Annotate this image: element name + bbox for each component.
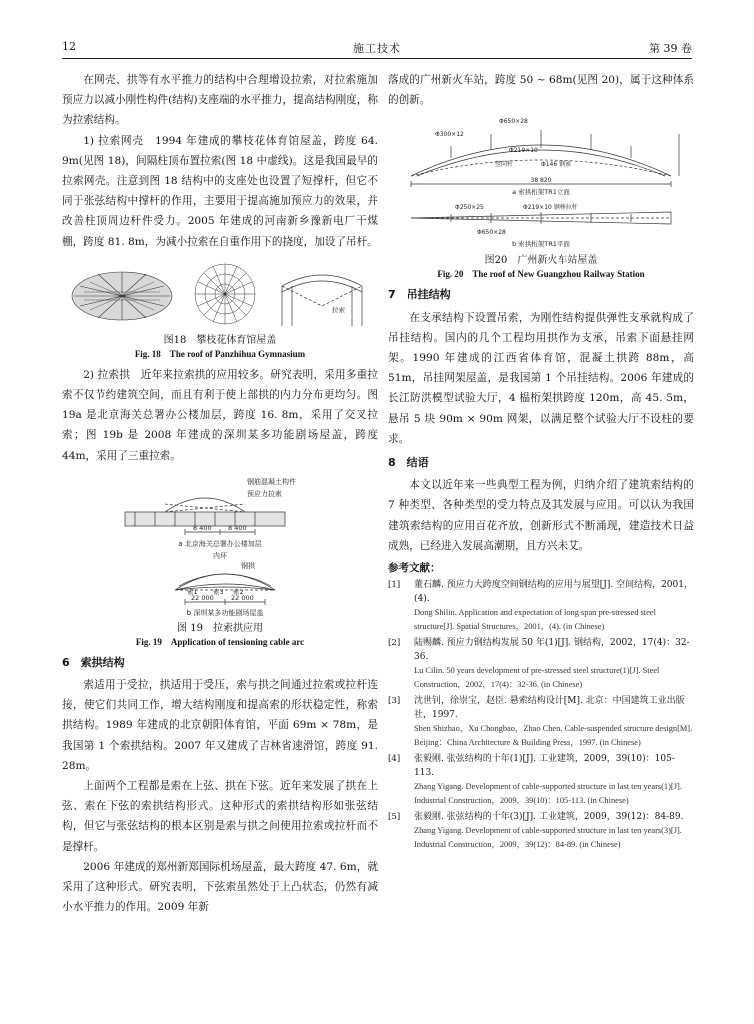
reference-number: [1]	[388, 580, 401, 591]
fig20b-caption: b 索拱桁架TR1平面	[512, 240, 570, 249]
fig20a-caption: a 索拱桁架TR1立面	[512, 188, 570, 197]
reference-item	[388, 810, 694, 852]
fig19b-caption: b 深圳某多功能剧场屋盖	[186, 608, 264, 617]
reference-number: [4]	[388, 754, 401, 765]
fig19b-label: 索1	[187, 587, 198, 596]
reference-item	[388, 636, 694, 692]
figure-caption-en: Fig. 18 The roof of Panzhihua Gymnasium	[134, 348, 306, 359]
fig20-label: Φ219×10 钢棒拉杆	[523, 204, 578, 212]
fig20-label: 竖向杆	[495, 161, 514, 169]
reference-en: Zhang Yigang. Development of cable-supported structure in last ten years(1)[J]. Industrial Construction，2009，39(10)：105-113. (in Chinese)	[414, 782, 682, 806]
header-rule	[62, 58, 692, 59]
fig20-dimension: 38 820	[530, 177, 552, 185]
paragraph: 落成的广州新火车站，跨度 50 ~ 68m(见图 20)，属于这种体系的创新。	[388, 74, 694, 107]
fig19a-dimension: 8 400	[228, 523, 247, 532]
fig20-label: Φ219×10	[509, 147, 538, 155]
reference-cn: 张毅刚. 张弦结构的十年(3)[J]. 工业建筑，2009，39(12)：84-89.	[414, 812, 684, 823]
fig20-label: Φ250×25	[455, 204, 484, 212]
fig19b-label: 内环	[213, 551, 227, 560]
fig20-label: Φ650×28	[477, 229, 506, 237]
section-heading: 6 索拱结构	[62, 655, 125, 669]
references-title: 参考文献：	[388, 562, 441, 575]
paragraph: 本文以近年来一些典型工程为例，归纳介绍了建筑索结构的 7 种类型、各种类型的受力特点及其发展与应用。可以认为我国建筑索结构的应用百花齐放，创新形式不断涌现，建造技术日益成熟，已经进入发展高潮期，且方兴未艾。	[388, 479, 694, 552]
reference-number: [3]	[388, 696, 401, 707]
paragraph: 在网壳、拱等有水平推力的结构中合理增设拉索，对拉索施加预应力以减小刚性构件(结构)支座端的水平推力，提高结构刚度，称为拉索结构。	[62, 74, 378, 127]
fig19a-dimension: 8 400	[193, 523, 212, 532]
paragraph: 2) 拉索拱 近年来拉索拱的应用较多。研究表明，采用多重拉索不仅节约建筑空间，而且有利于使上部拱的内力分布更均匀。图 19a 是北京海关总署办公楼加层，跨度 16. 8m，采用了交叉拉索；图 19b 是 2008 年建成的深圳某多功能剧场屋盖，跨度 44m，采用了三重拉索。	[62, 368, 378, 462]
figure-caption: 图20 广州新火车站屋盖	[484, 255, 598, 267]
reference-en: Lu Cilin. 50 years development of pre-stressed steel structure(1)[J]. Steel Construction，2002，17(4)：32-36. (in Chinese)	[414, 666, 660, 690]
dome-section	[282, 275, 362, 326]
fig19b-label: 钢拱	[241, 561, 255, 570]
fig20-label: Φ146 钢索	[541, 161, 572, 169]
reference-number: [5]	[388, 812, 401, 823]
figure-19	[62, 470, 378, 649]
figure-20	[388, 114, 694, 281]
figure-18	[62, 256, 378, 361]
cable-label: 拉索	[332, 305, 345, 314]
fig19b-dimension: 22 000	[231, 593, 254, 602]
reference-en: Zhang Yigang. Development of cable-supported structure in last ten years(3)[J]. Industrial Construction，2009，39(12)：84-89. (in Chinese)	[414, 826, 682, 850]
reference-en: Shen Shizhao，Xu Chongbao，Zhao Chen. Cable-suspended structure design[M]. Beijing：China Architecture & Building Press，1997. (in Chinese)	[414, 724, 693, 748]
figure-19-drawing	[95, 470, 345, 618]
fig19a-caption: a 北京海关总署办公楼加层	[178, 539, 262, 548]
fig19a-label: 预应力拉索	[247, 489, 282, 498]
fig19b-label: 索2	[233, 587, 244, 596]
paragraph: 在支承结构下设置吊索，为刚性结构提供弹性支承就构成了吊挂结构。国内的几个工程均用拱作为支承，吊索下面悬挂网架。1990 年建成的江西省体育馆，混凝土拱跨 88m，高 51m，吊挂网架屋盖，是我国第 1 个吊挂结构。2006 年建成的长江防洪模型试验大厅，4 榀桁架拱跨度 120m，高 45. 5m，悬吊 5 块 90m × 90m 网架，以满足整个试验大厅不设柱的要求。	[388, 311, 694, 445]
figure-caption-en: Fig. 19 Application of tensioning cable arc	[135, 636, 305, 647]
running-header	[62, 40, 692, 56]
right-column	[388, 70, 694, 854]
dome-perspective	[72, 272, 172, 320]
paragraph: 索适用于受拉，拱适用于受压，索与拱之间通过拉索或拉杆连接，使它们共同工作，增大结构刚度和提高索的形状稳定性，称索拱结构。1989 年建成的北京朝阳体育馆，平面 69m × 78m，是我国第 1 个索拱结构。2007 年又建成了吉林省速滑馆，跨度 91. 28m。	[62, 679, 378, 772]
journal-title: 施工技术	[353, 42, 401, 55]
page-number: 12	[62, 40, 76, 53]
reference-en: Dong Shilin. Application and expectation of long span pre-stressed steel structure[J]. Spatial Structures，2001，(4). (in Chinese)	[414, 608, 656, 632]
section-heading: 8 结语	[388, 456, 429, 470]
figure-20b	[411, 212, 671, 224]
paragraph: 1) 拉索网壳 1994 年建成的攀枝花体育馆屋盖，跨度 64. 9m(见图 18)，间隔柱顶布置拉索(图 18 中虚线)。这是我国最早的拉索网壳。注意到图 18 结构中的支座处也设置了短撑杆，但它不同于张弦结构中撑杆的作用，主要用于提高施加预应力的效果，并改善柱顶周边杆件受力。2005 年建成的河南新乡豫新电厂干煤棚，跨度 81. 8m，为减小拉索在自重作用下的挠度，加设了吊杆。	[62, 134, 378, 248]
figure-18-drawing	[70, 256, 370, 330]
reference-item	[388, 694, 694, 750]
reference-item	[388, 578, 694, 634]
paragraph: 2006 年建成的郑州新郑国际机场屋盖，最大跨度 47. 6m，就采用了这种形式。研究表明，下弦索虽然处于上凸状态，仍然有减小水平推力的作用。2009 年新	[62, 860, 378, 914]
reference-list	[388, 578, 694, 852]
reference-item	[388, 752, 694, 808]
fig19b-label: 索3	[213, 587, 224, 596]
figure-20-drawing	[391, 114, 691, 250]
fig19a-label: 钢筋混凝土构件	[247, 477, 296, 486]
figure-caption: 图 19 拉索拱应用	[177, 622, 263, 634]
reference-number: [2]	[388, 638, 401, 649]
left-column	[62, 70, 378, 917]
section-heading: 7 吊挂结构	[388, 288, 451, 302]
reference-cn: 陆赐麟. 预应力钢结构发展 50 年(1)[J]. 钢结构，2002，17(4)：32-36.	[414, 638, 690, 663]
reference-cn: 张毅刚. 张弦结构的十年(1)[J]. 工业建筑，2009，39(10)：105-113.	[414, 754, 675, 779]
reference-cn: 董石麟. 预应力大跨度空间钢结构的应用与展望[J]. 空间结构，2001，(4).	[414, 580, 693, 605]
paragraph: 上面两个工程都是索在上弦、拱在下弦。近年来发展了拱在上弦、索在下弦的索拱结构形式。这种形式的索拱结构形如张弦结构，但它与张弦结构的根本区别是索与拱之间使用拉索或拉杆而不是撑杆。	[62, 780, 378, 853]
figure-caption-en: Fig. 20 The roof of New Guangzhou Railway Station	[437, 269, 645, 280]
volume-label: 第 39 卷	[649, 42, 692, 55]
reference-cn: 沈世钊，徐崇宝，赵臣. 悬索结构设计[M]. 北京：中国建筑工业出版社，1997.	[414, 696, 685, 721]
dome-plan	[195, 264, 255, 324]
fig20-label: Φ650×28	[499, 118, 528, 126]
figure-caption: 图18 攀枝花体育馆屋盖	[163, 334, 277, 346]
fig19b-dimension: 22 000	[191, 593, 214, 602]
fig20-label: Φ300×12	[435, 131, 464, 139]
